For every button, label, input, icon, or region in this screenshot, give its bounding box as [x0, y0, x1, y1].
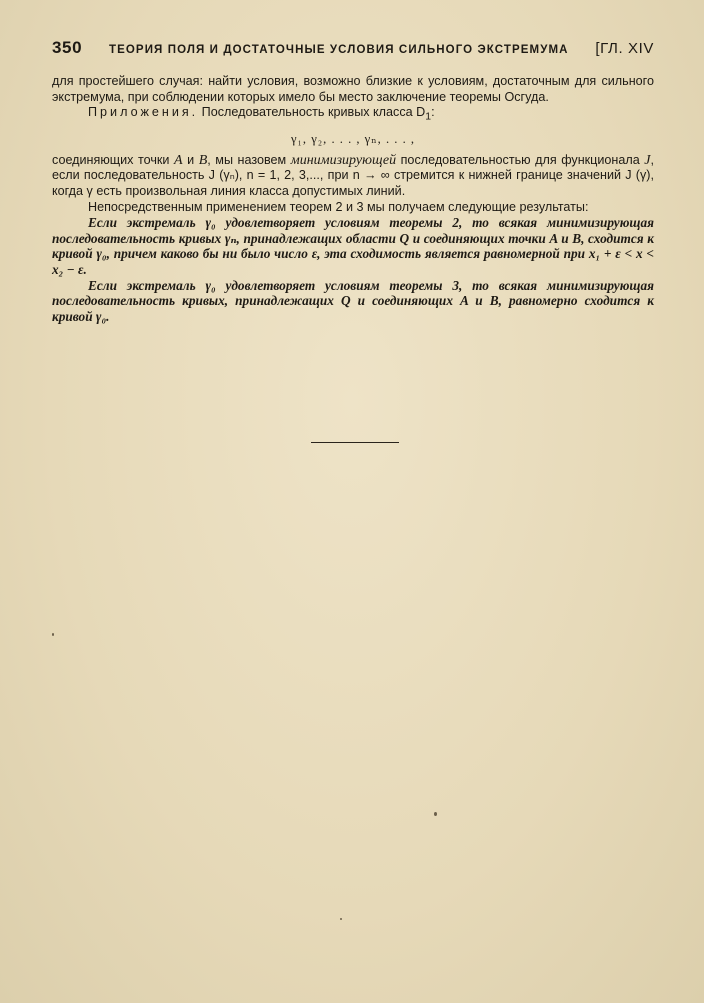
theorem-one: Если экстремаль γ₀ удовлетворяет условиям теоремы 2, то всякая минимизирующая последовательность кривых γₙ, принадлежащих области Q и соединяющих точки A и B, сходится к кривой γ₀, причем каково бы ни было число ε, эта сходимость является равномерной при x₁ + ε < x < x₂ − ε. [52, 215, 654, 278]
point-b: B [198, 152, 208, 168]
section-end-rule [311, 442, 399, 443]
paper-speck [52, 633, 54, 636]
paragraph-definition [52, 153, 654, 200]
term-minimizing: минимизирующей [290, 152, 397, 168]
theorem-two: Если экстремаль γ₀ удовлетворяет условиям теоремы 3, то всякая минимизирующая последовательность кривых, принадлежащих Q и соединяющих A и B, равномерно сходится к кривой γ₀. [52, 277, 654, 324]
definition-text-a: соединяющих точки [52, 152, 175, 167]
running-title: ТЕОРИЯ ПОЛЯ И ДОСТАТОЧНЫЕ УСЛОВИЯ СИЛЬНОГО ЭКСТРЕМУМА [108, 44, 569, 56]
definition-text-d: последовательностью для функционала [396, 152, 645, 167]
applications-colon: : [431, 105, 435, 120]
definition-text-c: , мы назовем [207, 152, 291, 167]
curve-sequence-formula: γ₁, γ₂, . . . , γₙ, . . . , [290, 132, 416, 147]
main-text [52, 74, 654, 324]
paragraph-problem: для простейшего случая: найти условия, возможно близкие к условиям, достаточным для сильного экстремума, при соблюдении которых имело бы место заключение теоремы Осгуда. [52, 74, 654, 104]
functional-j: J [644, 152, 651, 168]
page-number: 350 [52, 38, 83, 57]
book-page [52, 38, 654, 324]
paragraph-results: Непосредственным применением теорем 2 и 3 мы получаем следующие результаты: [88, 199, 589, 214]
paragraph-applications [52, 105, 654, 125]
definition-text-b: и [182, 152, 199, 167]
paper-speck [434, 812, 437, 816]
point-a: A [174, 152, 183, 168]
paper-speck [340, 918, 342, 920]
running-header [52, 38, 654, 58]
applications-lead: Приложения. [88, 105, 199, 120]
definition-text-e: , если последовательность J (γₙ), n = 1, 2, 3,..., при n → ∞ стремится к нижней границе значений J (γ), когда γ есть произвольная линия класса допустимых линий. [52, 152, 654, 199]
chapter-label: [ГЛ. XIV [595, 40, 654, 57]
class-subscript: 1 [425, 110, 432, 123]
applications-text: Последовательность кривых класса D [198, 105, 426, 120]
